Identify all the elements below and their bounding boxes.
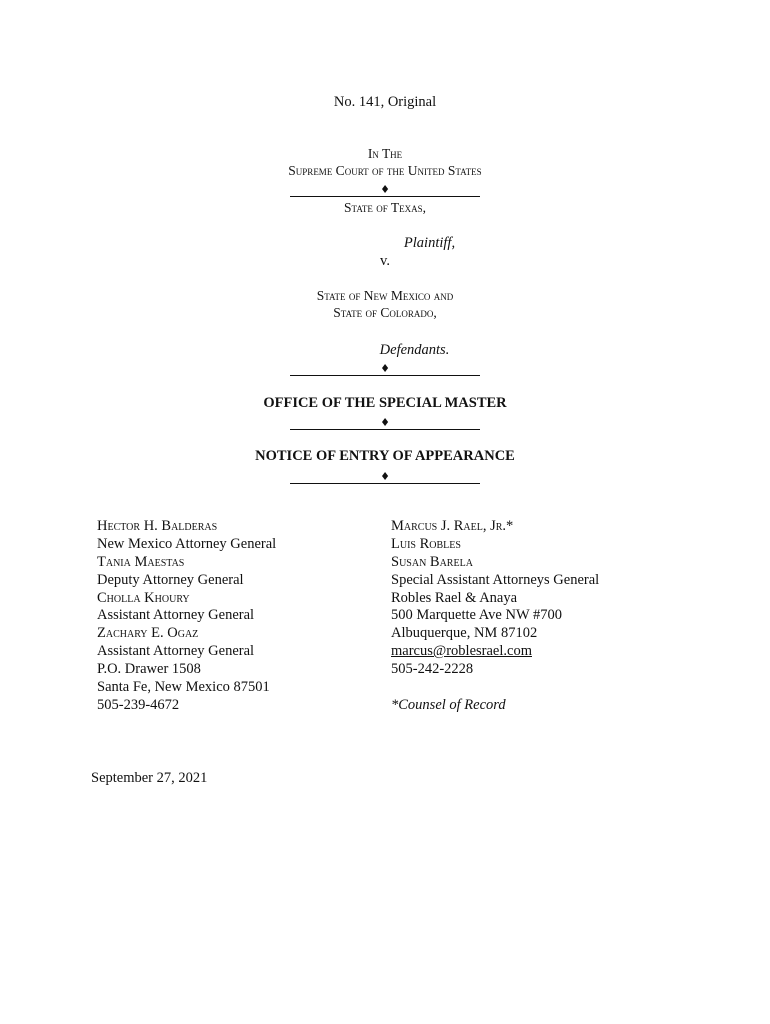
separator-diamond-2: ♦ (380, 362, 390, 375)
defendants-role: Defendants. (379, 342, 450, 358)
court-name: Supreme Court of the United States (288, 163, 482, 178)
law-firm: Robles Rael & Anaya (391, 589, 518, 606)
counsel-address: 500 Marquette Ave NW #700 (391, 607, 563, 624)
versus: v. (380, 253, 390, 269)
counsel-name: Zachary E. Ogaz (97, 625, 199, 642)
counsel-name: Susan Barela (391, 553, 473, 570)
plaintiff-name: State of Texas, (344, 200, 426, 215)
counsel-title: Assistant Attorney General (97, 607, 255, 624)
counsel-title: Assistant Attorney General (97, 643, 255, 660)
counsel-name: Hector H. Balderas (97, 518, 218, 534)
separator-rule-2 (290, 375, 480, 376)
counsel-phone: 505-242-2228 (391, 661, 474, 678)
notice-heading: NOTICE OF ENTRY OF APPEARANCE (255, 448, 515, 464)
counsel-name: Cholla Khoury (97, 589, 190, 606)
counsel-phone: 505-239-4672 (97, 696, 180, 713)
counsel-of-record-note: *Counsel of Record (391, 696, 506, 713)
separator-diamond-3: ♦ (380, 416, 390, 429)
defendants-line-2: State of Colorado, (333, 305, 437, 320)
counsel-title: New Mexico Attorney General (97, 535, 277, 552)
separator-diamond-1: ♦ (380, 183, 390, 196)
counsel-name: Tania Maestas (97, 553, 185, 570)
separator-rule-4 (290, 483, 480, 484)
case-number: No. 141, Original (333, 94, 437, 110)
office-heading: OFFICE OF THE SPECIAL MASTER (263, 395, 507, 411)
email-link[interactable]: marcus@roblesrael.com (391, 643, 532, 660)
counsel-title: Deputy Attorney General (97, 571, 244, 588)
separator-rule-1 (290, 196, 480, 197)
counsel-address: P.O. Drawer 1508 (97, 661, 201, 678)
plaintiff-role: Plaintiff, (403, 235, 456, 251)
filing-date: September 27, 2021 (91, 770, 208, 786)
court-line-1: In The (367, 146, 403, 161)
counsel-city: Albuquerque, NM 87102 (391, 625, 538, 642)
counsel-name: Luis Robles (391, 535, 461, 552)
defendants-line-1: State of New Mexico and (316, 288, 454, 303)
counsel-city: Santa Fe, New Mexico 87501 (97, 679, 270, 696)
separator-diamond-4: ♦ (380, 470, 390, 483)
right-counsel-block (391, 518, 599, 715)
left-counsel-block (97, 518, 276, 715)
counsel-title: Special Assistant Attorneys General (391, 571, 600, 588)
separator-rule-3 (290, 429, 480, 430)
counsel-name: Marcus J. Rael, Jr.* (391, 518, 514, 534)
